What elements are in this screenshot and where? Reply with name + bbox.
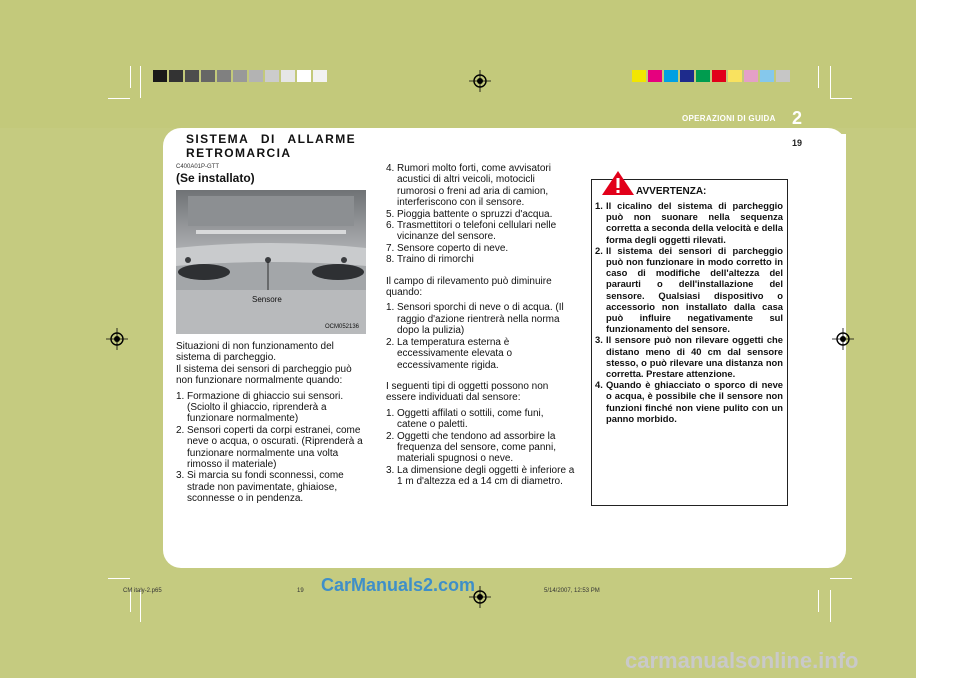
gray-swatch xyxy=(281,70,295,82)
crop-mark xyxy=(818,66,819,88)
footer-date: 5/14/2007, 12:53 PM xyxy=(544,588,600,594)
list-item: 1. Oggetti affilati o sottili, come funi, catene o paletti. xyxy=(386,407,544,431)
color-swatch xyxy=(632,70,646,82)
chapter-label: OPERAZIONI DI GUIDA xyxy=(682,114,776,123)
section-subtitle: (Se installato) xyxy=(176,171,255,185)
range-list xyxy=(386,302,575,370)
middle-column xyxy=(386,163,575,488)
list-item: 2. Il sistema dei sensori di parcheggio può non funzionare in modo corretto in caso di modifiche dell'altezza del paraurti o dell'installazione del sensore. Qualsiasi dispositivo o accessorio non installato dalla casa può influire negativamente sul funzionamento del sensore. xyxy=(595,244,783,335)
gray-swatch xyxy=(169,70,183,82)
objects-intro: I seguenti tipi di oggetti possono non essere individuati dal sensore: xyxy=(386,380,549,404)
intro-text: Situazioni di non funzionamento del sistema di parcheggio. xyxy=(176,341,334,364)
conditions-list xyxy=(176,391,364,505)
list-item: 2. La temperatura esterna è eccessivamente elevata o eccessivamente rigida. xyxy=(386,336,513,371)
gray-swatch xyxy=(297,70,311,82)
list-item: 5. Pioggia battente o spruzzi d'acqua. xyxy=(386,208,553,220)
bumper-sensor-photo xyxy=(176,190,366,334)
color-swatch xyxy=(728,70,742,82)
list-item: 6. Trasmettitori o telefoni cellulari nelle vicinanze del sensore. xyxy=(386,220,557,243)
cmyk-color-bar xyxy=(632,70,792,82)
gray-swatch xyxy=(313,70,327,82)
list-item: 3. Il sensore può non rilevare oggetti che distano meno di 40 cm dal sensore stesso, o può rilevare una distanza non corretta. Prestare attenzione. xyxy=(595,334,783,380)
objects-list xyxy=(386,408,575,488)
list-item: 1. Il cicalino del sistema di parcheggio può non suonare nella sequenza corretta a seconda della velocità e della forma degli oggetti rilevati. xyxy=(595,200,783,245)
gray-swatch xyxy=(265,70,279,82)
list-item: 1. Sensori sporchi di neve o di acqua. (Il raggio d'azione rientrerà nella norma dopo la pulizia) xyxy=(386,302,564,337)
warning-triangle-icon xyxy=(601,170,635,196)
list-item: 2. Oggetti che tendono ad assorbire la frequenza del sensore, come panni, materiali spugnosi o neve. xyxy=(386,430,556,465)
gray-swatch xyxy=(233,70,247,82)
grayscale-color-bar xyxy=(153,70,329,82)
crop-mark xyxy=(830,578,852,579)
registration-mark-icon xyxy=(106,328,128,350)
page-number-tab xyxy=(778,134,846,156)
sensor-label: Sensore xyxy=(252,295,282,304)
intro-text-2: Il sistema dei sensori di parcheggio può non funzionare normalmente quando: xyxy=(176,363,352,387)
footer-page: 19 xyxy=(297,588,304,594)
crop-mark xyxy=(830,590,831,622)
rear-bumper-illustration xyxy=(176,190,366,334)
section-code: C400A01P-GTT xyxy=(176,164,220,170)
list-item: 4. Quando è ghiacciato o sporco di neve o acqua, è possibile che il sensore non funzioni finché non viene pulito con un panno morbido. xyxy=(595,379,783,424)
chapter-number: 2 xyxy=(792,108,803,128)
page-number: 19 xyxy=(792,138,803,148)
crop-mark xyxy=(108,578,130,579)
list-item: 7. Sensore coperto di neve. xyxy=(386,242,509,254)
left-column xyxy=(176,341,364,505)
list-item: 1. Formazione di ghiaccio sui sensori. (Sciolto il ghiaccio, riprenderà a funzionare normalmente) xyxy=(176,390,344,425)
list-item: 2. Sensori coperti da corpi estranei, come neve o acqua, o oscurati. (Riprenderà a funzionare normalmente una volta rimosso il materiale) xyxy=(176,424,363,471)
crop-mark xyxy=(830,98,852,99)
color-swatch xyxy=(696,70,710,82)
color-swatch xyxy=(776,70,790,82)
footer-filename: CM italy-2.p65 xyxy=(123,588,162,594)
crop-mark xyxy=(140,590,141,622)
list-item: 3. Si marcia su fondi sconnessi, come strade non pavimentate, ghiaiose, sconnesse o in pendenza. xyxy=(176,470,344,505)
list-item: 4. Rumori molto forti, come avvisatori acustici di altri veicoli, motocicli rumorosi o freni ad aria di camion, interferiscono con il sensore. xyxy=(386,163,551,209)
crop-mark xyxy=(130,66,131,88)
crop-mark xyxy=(140,66,141,98)
range-intro: Il campo di rilevamento può diminuire quando: xyxy=(386,275,552,299)
list-item: 8. Traino di rimorchi xyxy=(386,254,474,266)
header-band xyxy=(0,0,916,128)
color-swatch xyxy=(712,70,726,82)
crop-mark xyxy=(818,590,819,612)
color-swatch xyxy=(744,70,758,82)
color-swatch xyxy=(680,70,694,82)
color-swatch xyxy=(760,70,774,82)
crop-mark xyxy=(108,98,130,99)
section-title: SISTEMA DI ALLARME RETROMARCIA xyxy=(186,132,356,160)
warning-title: AVVERTENZA: xyxy=(636,186,707,197)
watermark-link[interactable]: CarManuals2.com xyxy=(321,575,476,595)
gray-swatch xyxy=(153,70,167,82)
registration-mark-icon xyxy=(832,328,854,350)
color-swatch xyxy=(648,70,662,82)
watermark-link[interactable]: carmanualsonline.info xyxy=(625,648,859,673)
gray-swatch xyxy=(217,70,231,82)
list-item: 3. La dimensione degli oggetti è inferiore a 1 m d'altezza ed a 14 cm di diametro. xyxy=(386,464,575,488)
gray-swatch xyxy=(201,70,215,82)
gray-swatch xyxy=(185,70,199,82)
conditions-list-cont xyxy=(386,163,575,266)
warning-list xyxy=(595,200,783,424)
gray-swatch xyxy=(249,70,263,82)
figure-code: OCM052136 xyxy=(325,324,360,330)
crop-mark xyxy=(830,66,831,98)
registration-mark-icon xyxy=(469,70,491,92)
color-swatch xyxy=(664,70,678,82)
